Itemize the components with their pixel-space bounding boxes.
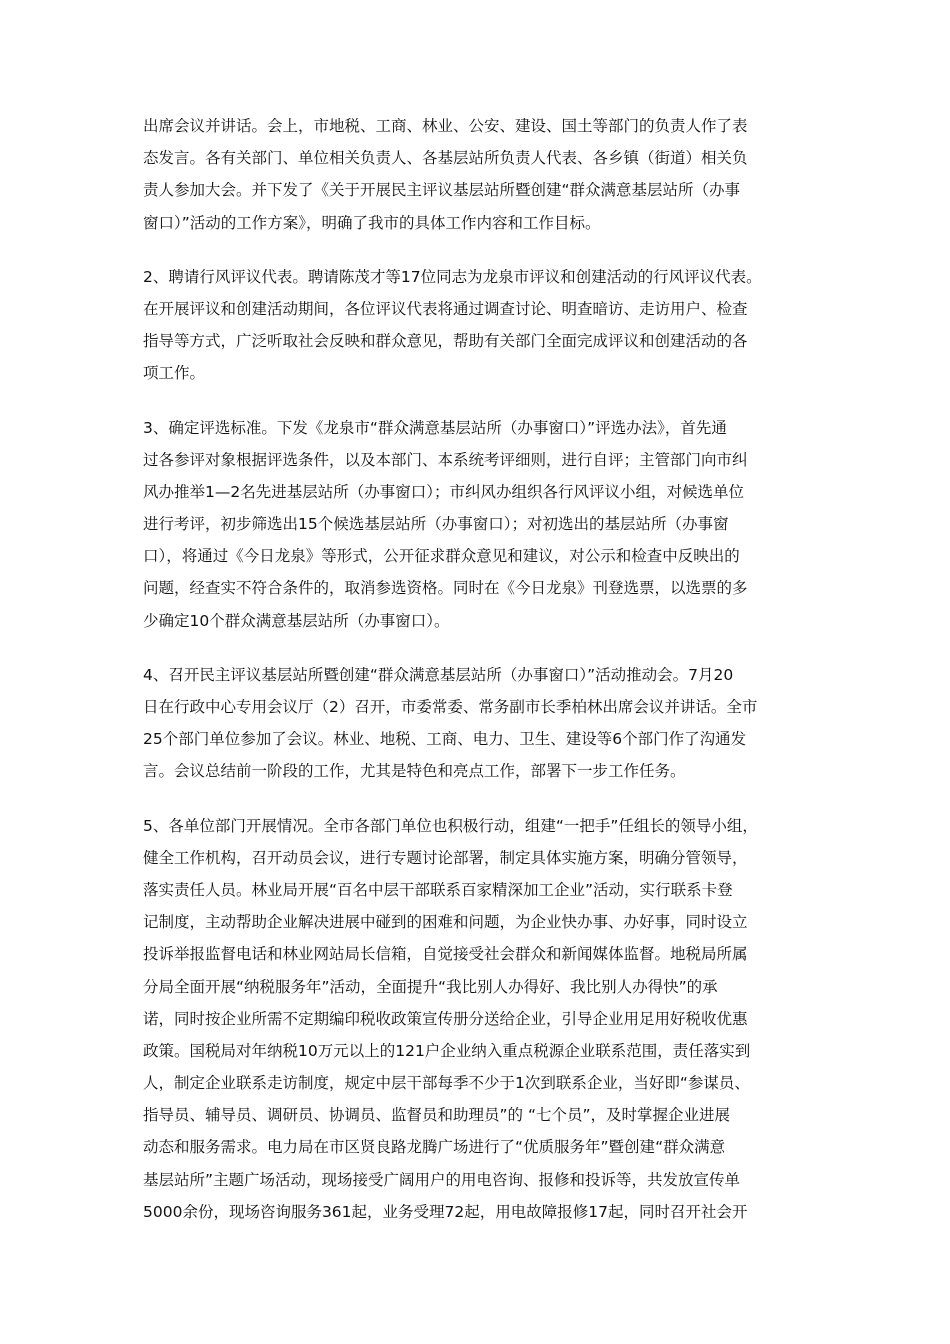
text-line: 记制度，主动帮助企业解决进展中碰到的困难和问题，为企业快办事、办好事，同时设立 — [143, 913, 748, 932]
paragraph — [143, 659, 818, 788]
text-line: 动态和服务需求。电力局在市区贤良路龙腾广场进行了“优质服务年”暨创建“群众满意 — [143, 1138, 726, 1157]
text-line: 进行考评，初步筛选出15个候选基层站所（办事窗口）；对初选出的基层站所（办事窗 — [143, 515, 729, 534]
text-line: 基层站所”主题广场活动，现场接受广阔用户的用电咨询、报修和投诉等，共发放宣传单 — [143, 1170, 741, 1189]
text-line: 窗口）”活动的工作方案》，明确了我市的具体工作内容和工作目标。 — [143, 213, 601, 232]
text-line: 态发言。各有关部门、单位相关负责人、各基层站所负责人代表、各乡镇（街道）相关负 — [143, 149, 748, 168]
text-line: 指导等方式，广泛听取社会反映和群众意见，帮助有关部门全面完成评议和创建活动的各 — [143, 332, 748, 351]
text-line: 问题，经查实不符合条件的，取消参选资格。同时在《今日龙泉》刊登选票，以选票的多 — [143, 579, 748, 598]
text-line: 人，制定企业联系走访制度，规定中层干部每季不少于1次到联系企业，当好即“参谋员、 — [143, 1074, 750, 1093]
paragraph — [143, 261, 818, 390]
text-line: 2、聘请行风评议代表。聘请陈茂才等17位同志为龙泉市评议和创建活动的行风评议代表。 — [143, 267, 762, 286]
text-line: 健全工作机构，召开动员会议，进行专题讨论部署，制定具体实施方案，明确分管领导， — [143, 848, 748, 867]
text-line: 口），将通过《今日龙泉》等形式，公开征求群众意见和建议，对公示和检查中反映出的 — [143, 547, 740, 566]
paragraph — [143, 810, 818, 1228]
text-line: 落实责任人员。林业局开展“百名中层干部联系百家精深加工企业”活动，实行联系卡登 — [143, 880, 733, 899]
text-line: 4、召开民主评议基层站所暨创建“群众满意基层站所（办事窗口）”活动推动会。7月20 — [143, 665, 734, 684]
text-line: 过各参评对象根据评选条件，以及本部门、本系统考评细则，进行自评；主管部门向市纠 — [143, 450, 748, 469]
text-line: 在开展评议和创建活动期间，各位评议代表将通过调查讨论、明查暗访、走访用户、检查 — [143, 299, 748, 318]
text-line: 项工作。 — [143, 364, 206, 383]
text-line: 日在行政中心专用会议厅（2）召开，市委常委、常务副市长季柏林出席会议并讲话。全市 — [143, 698, 758, 716]
text-line: 风办推举1—2名先进基层站所（办事窗口）；市纠风办组织各行风评议小组，对候选单位 — [143, 482, 744, 501]
text-line: 诺，同时按企业所需不定期编印税收政策宣传册分送给企业，引导企业用足用好税收优惠 — [143, 1009, 748, 1028]
text-line: 25个部门单位参加了会议。林业、地税、工商、电力、卫生、建设等6个部门作了沟通发 — [143, 730, 747, 749]
paragraph — [143, 412, 818, 637]
text-line: 分局全面开展“纳税服务年”活动，全面提升“我比别人办得好、我比别人办得快”的承 — [143, 977, 718, 996]
text-line: 投诉举报监督电话和林业网站局长信箱，自觉接受社会群众和新闻媒体监督。地税局所属 — [143, 945, 748, 964]
text-line: 指导员、辅导员、调研员、协调员、监督员和助理员”的 “七个员”，及时掌握企业进展 — [143, 1106, 731, 1125]
text-line: 政策。国税局对年纳税10万元以上的121户企业纳入重点税源企业联系范围，责任落实到 — [143, 1041, 751, 1060]
text-line: 少确定10个群众满意基层站所（办事窗口）。 — [143, 611, 450, 630]
text-line: 言。会议总结前一阶段的工作，尤其是特色和亮点工作，部署下一步工作任务。 — [143, 762, 686, 781]
text-line: 责人参加大会。并下发了《关于开展民主评议基层站所暨创建“群众满意基层站所（办事 — [143, 181, 741, 200]
text-line: 出席会议并讲话。会上，市地税、工商、林业、公安、建设、国土等部门的负责人作了表 — [143, 117, 748, 135]
text-line: 3、确定评选标准。下发《龙泉市“群众满意基层站所（办事窗口）”评选办法》，首先通 — [143, 418, 727, 437]
text-line: 5、各单位部门开展情况。全市各部门单位也积极行动，组建“一把手”任组长的领导小组， — [143, 816, 758, 835]
text-line: 5000余份，现场咨询服务361起，业务受理72起，用电故障报修17起，同时召开社会开 — [143, 1202, 748, 1221]
paragraph — [143, 110, 818, 239]
document-body — [143, 110, 818, 1250]
